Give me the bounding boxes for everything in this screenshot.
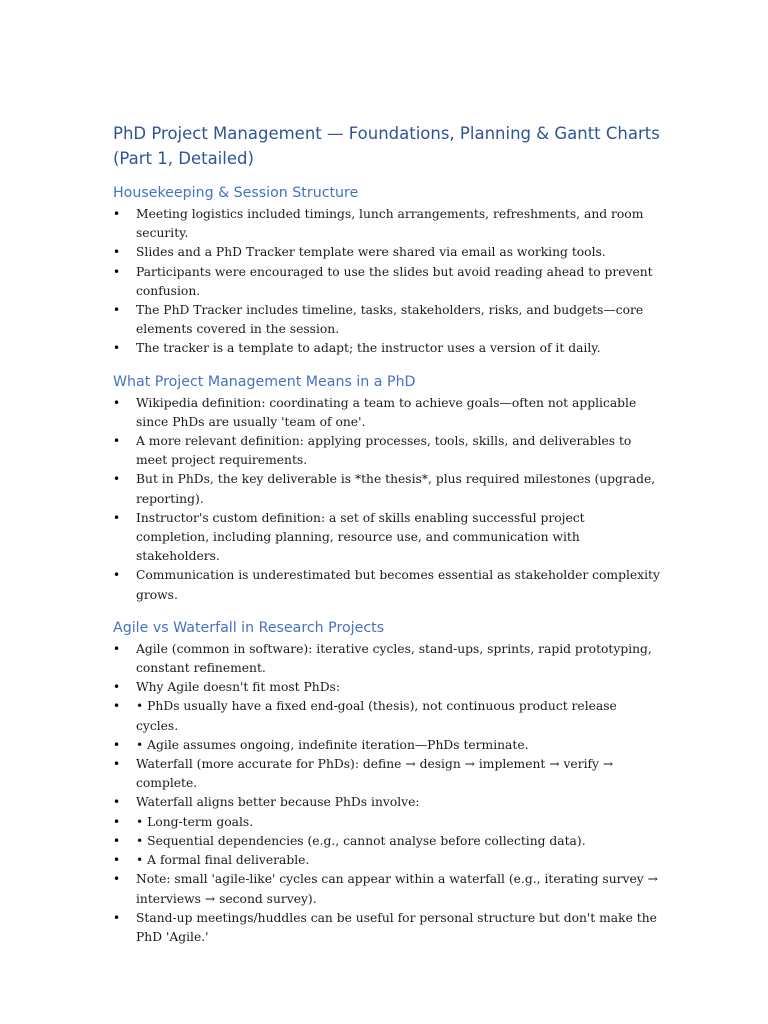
bullet-icon: •	[113, 795, 121, 810]
bullet-icon: •	[113, 680, 121, 695]
list-item-text: Instructor's custom definition: a set of skills enabling successful project completion, including planning, resource use, and communication with stakeholders.	[136, 510, 585, 564]
list-item	[113, 697, 661, 735]
list-item	[113, 640, 661, 678]
section-heading: Agile vs Waterfall in Research Projects	[113, 619, 385, 636]
list-item-text: But in PhDs, the key deliverable is *the thesis*, plus required milestones (upgrade, reporting).	[136, 472, 656, 506]
list-item	[113, 470, 661, 508]
list-item	[113, 339, 661, 358]
list-item-text: Waterfall aligns better because PhDs involve:	[136, 795, 420, 810]
list-item	[113, 243, 661, 262]
sections-container	[113, 183, 661, 947]
bullet-icon: •	[113, 395, 121, 410]
list-item	[113, 432, 661, 470]
bullet-icon: •	[113, 245, 121, 260]
list-item	[113, 793, 661, 812]
bullet-icon: •	[113, 737, 121, 752]
bullet-icon: •	[113, 510, 121, 525]
list-item	[113, 566, 661, 604]
list-item	[113, 205, 661, 243]
list-item-text: Wikipedia definition: coordinating a team to achieve goals—often not applicable since PhDs are usually 'team of one'.	[136, 395, 637, 429]
bullet-icon: •	[113, 872, 121, 887]
section-heading: Housekeeping & Session Structure	[113, 185, 359, 201]
bullet-icon: •	[113, 853, 121, 868]
list-item-text: Note: small 'agile-like' cycles can appear within a waterfall (e.g., iterating survey → interviews → second survey).	[136, 872, 658, 906]
bullet-icon: •	[113, 264, 121, 279]
list-item-text: The tracker is a template to adapt; the instructor uses a version of it daily.	[136, 341, 601, 356]
bullet-icon: •	[113, 814, 121, 829]
list-item	[113, 394, 661, 432]
list-item-text: A more relevant definition: applying processes, tools, skills, and deliverables to meet project requirements.	[136, 434, 632, 468]
bullet-icon: •	[113, 207, 121, 221]
list-item	[113, 851, 661, 870]
bullet-list	[113, 394, 661, 605]
bullet-icon: •	[113, 303, 121, 318]
list-item	[113, 755, 661, 793]
list-item-text: Slides and a PhD Tracker template were shared via email as working tools.	[136, 245, 606, 260]
list-item	[113, 870, 661, 908]
bullet-icon: •	[113, 699, 121, 714]
list-item	[113, 909, 661, 947]
bullet-icon: •	[113, 757, 121, 772]
list-item	[113, 813, 661, 832]
list-item-text: • Long-term goals.	[136, 814, 254, 829]
list-item-text: Waterfall (more accurate for PhDs): define → design → implement → verify → complete.	[136, 757, 614, 791]
list-item-text: • Sequential dependencies (e.g., cannot analyse before collecting data).	[136, 833, 586, 848]
document-title: PhD Project Management — Foundations, Planning & Gantt Charts (Part 1, Detailed)	[113, 124, 660, 168]
bullet-icon: •	[113, 910, 121, 925]
bullet-icon: •	[113, 641, 121, 656]
list-item	[113, 263, 661, 301]
section-heading: What Project Management Means in a PhD	[113, 373, 416, 390]
bullet-list	[113, 205, 661, 359]
list-item	[113, 736, 661, 755]
list-item	[113, 832, 661, 851]
bullet-icon: •	[113, 568, 121, 583]
document-body	[113, 121, 661, 960]
list-item	[113, 509, 661, 567]
bullet-icon: •	[113, 341, 121, 356]
list-item-text: • A formal final deliverable.	[136, 853, 310, 868]
bullet-icon: •	[113, 833, 121, 848]
bullet-icon: •	[113, 434, 121, 449]
list-item-text: Meeting logistics included timings, lunch arrangements, refreshments, and room security.	[136, 207, 644, 241]
list-item-text: Stand-up meetings/huddles can be useful for personal structure but don't make the PhD 'Agile.'	[136, 910, 657, 944]
list-item-text: Participants were encouraged to use the slides but avoid reading ahead to prevent confusion.	[136, 264, 653, 298]
list-item-text: Agile (common in software): iterative cycles, stand-ups, sprints, rapid prototyping, constant refinement.	[136, 641, 652, 676]
list-item-text: • PhDs usually have a fixed end-goal (thesis), not continuous product release cycles.	[136, 699, 617, 733]
list-item	[113, 678, 661, 697]
list-item-text: The PhD Tracker includes timeline, tasks, stakeholders, risks, and budgets—core elements covered in the session.	[136, 303, 644, 337]
list-item	[113, 301, 661, 339]
bullet-list	[113, 640, 661, 947]
list-item-text: • Agile assumes ongoing, indefinite iteration—PhDs terminate.	[136, 737, 529, 752]
list-item-text: Communication is underestimated but becomes essential as stakeholder complexity grows.	[136, 568, 660, 602]
bullet-icon: •	[113, 472, 121, 487]
list-item-text: Why Agile doesn't fit most PhDs:	[136, 680, 341, 695]
